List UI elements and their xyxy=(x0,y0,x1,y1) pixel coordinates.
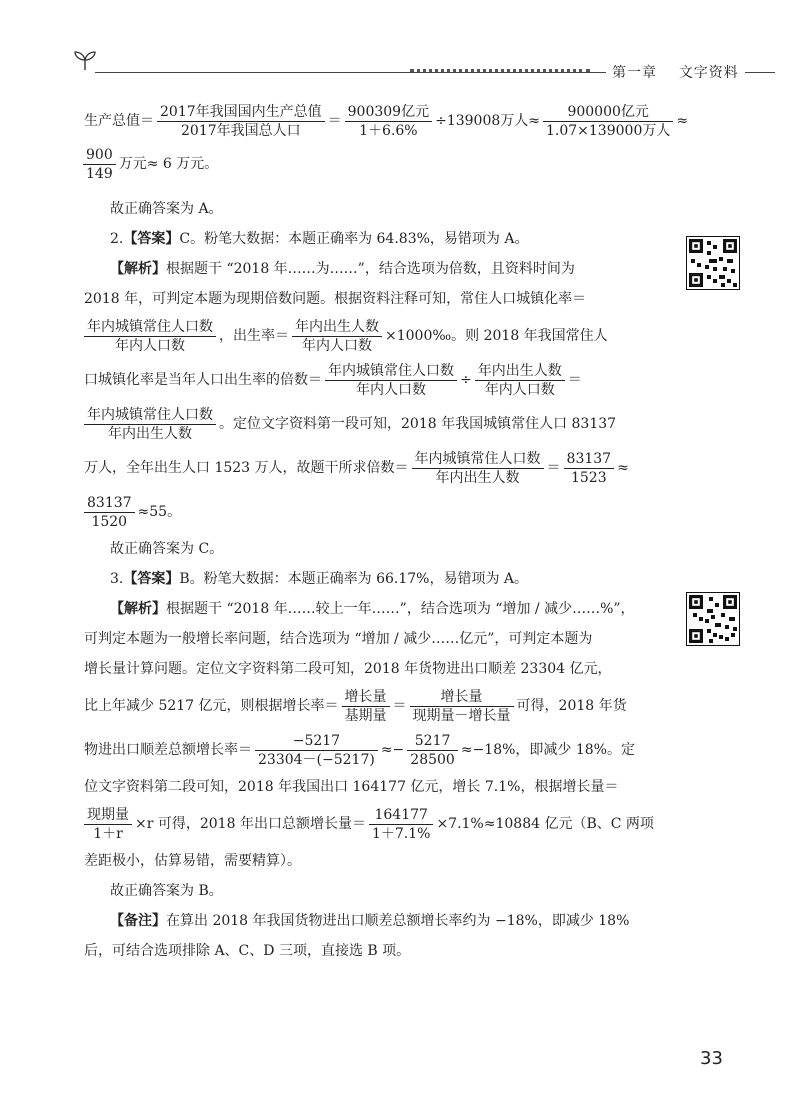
conclusion-q2: 故正确答案为 C。 xyxy=(110,541,224,557)
denominator: 23304－(−5217) xyxy=(258,751,375,768)
header-dotted-rule xyxy=(410,69,590,72)
numerator: 164177 xyxy=(369,806,433,825)
fraction xyxy=(543,103,673,140)
denominator: 年内人口数 xyxy=(115,337,185,354)
question-number: 2. xyxy=(110,231,124,247)
text-run: ＝ xyxy=(392,698,407,714)
q3-analysis-line xyxy=(84,594,662,624)
numerator: 83137 xyxy=(84,494,135,513)
text-run: 。定位文字资料第一段可知，2018 年我国城镇常住人口 83137 xyxy=(219,416,617,432)
numerator: 年内城镇常住人口数 xyxy=(84,406,216,425)
denominator: 年内人口数 xyxy=(484,381,555,398)
fraction xyxy=(407,732,458,769)
denominator: 年内人口数 xyxy=(302,337,372,354)
text-run: ＝ xyxy=(546,460,561,476)
fraction xyxy=(157,103,325,140)
numerator: 年内城镇常住人口数 xyxy=(325,362,457,381)
text-run: 万元≈ 6 万元。 xyxy=(118,156,219,172)
text-run: ≈− xyxy=(380,742,405,758)
denominator: 1520 xyxy=(91,513,128,530)
numerator: 年内城镇常住人口数 xyxy=(84,318,216,337)
formula-line xyxy=(84,402,662,446)
formula-line xyxy=(84,446,662,490)
formula-line xyxy=(80,142,662,186)
numerator: −5217 xyxy=(255,732,378,751)
text-run: 根据题干 “2018 年……为……”，结合选项为倍数，且资料时间为 xyxy=(166,261,575,277)
formula-line xyxy=(84,802,662,846)
answer-explanations xyxy=(84,100,689,966)
formula-line xyxy=(84,314,662,358)
q2-answer xyxy=(84,224,662,254)
question-number: 3. xyxy=(110,571,124,587)
fraction xyxy=(564,450,615,487)
answer-text: B。粉笔大数据：本题正确率为 66.17%，易错项为 A。 xyxy=(179,571,529,587)
text-run: ＝ xyxy=(567,372,582,388)
formula-line xyxy=(84,490,662,534)
denominator: 基期量 xyxy=(344,707,387,724)
fraction xyxy=(475,362,565,399)
denominator: 年内出生人数 xyxy=(108,425,192,442)
text-run: ≈ xyxy=(676,113,689,129)
qr-code-icon xyxy=(686,236,740,290)
formula-line xyxy=(84,684,662,728)
numerator: 900000亿元 xyxy=(543,103,673,122)
numerator: 年内出生人数 xyxy=(292,318,382,337)
chapter-title: 文字资料 xyxy=(678,65,739,81)
numerator: 增长量 xyxy=(342,688,390,707)
fraction xyxy=(84,494,135,531)
numerator: 年内出生人数 xyxy=(475,362,565,381)
numerator: 900 xyxy=(83,146,116,165)
q3-analysis-line: 可判定本题为一般增长率问题，结合选项为 “增加 / 减少……亿元”，可判定本题为 xyxy=(84,631,593,647)
fraction xyxy=(412,450,544,487)
text-run: ≈ xyxy=(617,460,629,476)
note-line: 后，可结合选项排除 A、C、D 三项，直接选 B 项。 xyxy=(84,943,411,959)
denominator: 1523 xyxy=(570,469,607,486)
numerator: 年内城镇常住人口数 xyxy=(412,450,544,469)
numerator: 5217 xyxy=(407,732,458,751)
fraction xyxy=(292,318,382,355)
answer-tag: 【答案】 xyxy=(123,571,180,587)
text-run: 根据题干 “2018 年……较上一年……”，结合选项为 “增加 / 减少……%”， xyxy=(166,601,635,617)
numerator: 2017年我国国内生产总值 xyxy=(157,103,325,122)
fraction xyxy=(83,146,116,183)
numerator: 现期量 xyxy=(84,806,132,825)
answer-text: C。粉笔大数据：本题正确率为 64.83%，易错项为 A。 xyxy=(179,231,529,247)
conclusion-q3: 故正确答案为 B。 xyxy=(110,883,223,899)
note-tag: 【备注】 xyxy=(110,913,166,929)
denominator: 1＋7.1% xyxy=(371,825,431,842)
page-number: 33 xyxy=(700,1048,723,1069)
fraction xyxy=(345,103,432,140)
text-run: ≈55。 xyxy=(137,504,182,520)
text-run: 可得，2018 年货 xyxy=(516,698,627,714)
text-run: ≈−18%，即减少 18%。定 xyxy=(460,742,635,758)
fraction xyxy=(325,362,457,399)
header-rule-tail xyxy=(745,72,775,73)
answer-tag: 【答案】 xyxy=(123,231,180,247)
fraction xyxy=(84,318,216,355)
qr-code-icon xyxy=(686,592,740,646)
q2-analysis-line xyxy=(84,254,662,284)
note-line xyxy=(84,906,662,936)
text-run: ×r 可得，2018 年出口总额增长量＝ xyxy=(135,816,366,832)
numerator: 83137 xyxy=(564,450,615,469)
text-run: ÷ xyxy=(460,372,472,388)
chapter-label: 第一章 xyxy=(612,65,657,81)
denominator: 1＋6.6% xyxy=(359,122,418,139)
q3-answer xyxy=(84,564,662,594)
q3-analysis-line: 增长量计算问题。定位文字资料第二段可知，2018 年货物进出口顺差 23304 亿元， xyxy=(84,661,612,677)
denominator: 年内出生人数 xyxy=(435,469,520,486)
analysis-tag: 【解析】 xyxy=(110,601,166,617)
text-run: 生产总值＝ xyxy=(84,113,154,129)
fraction xyxy=(255,732,378,769)
formula-line xyxy=(84,100,689,142)
numerator: 900309亿元 xyxy=(345,103,432,122)
text-run: 物进出口顺差总额增长率＝ xyxy=(84,742,252,758)
running-header xyxy=(606,62,745,82)
text-run: ＝ xyxy=(327,113,342,129)
q3-analysis-line: 差距极小，估算易错，需要精算）。 xyxy=(84,853,301,869)
sprout-icon xyxy=(72,48,98,74)
fraction xyxy=(84,806,132,843)
denominator: 2017年我国总人口 xyxy=(181,122,301,139)
denominator: 28500 xyxy=(410,751,455,768)
text-run: ，出生率＝ xyxy=(219,328,289,344)
text-run: ÷139008万人≈ xyxy=(435,113,540,129)
conclusion-q1: 故正确答案为 A。 xyxy=(110,201,223,217)
q2-analysis-line: 2018 年，可判定本题为现期倍数问题。根据资料注释可知，常住人口城镇化率＝ xyxy=(84,291,587,307)
denominator: 年内人口数 xyxy=(356,381,426,398)
fraction xyxy=(410,688,514,725)
denominator: 现期量－增长量 xyxy=(412,707,511,724)
formula-line xyxy=(84,358,662,402)
formula-line xyxy=(84,728,662,772)
fraction xyxy=(369,806,433,843)
denominator: 1.07×139000万人 xyxy=(546,122,671,139)
fraction xyxy=(84,406,216,443)
denominator: 149 xyxy=(86,165,113,182)
denominator: 1＋r xyxy=(93,825,123,842)
fraction xyxy=(342,688,390,725)
text-run: 在算出 2018 年我国货物进出口顺差总额增长率约为 −18%，即减少 18% xyxy=(166,913,630,929)
text-run: 比上年减少 5217 亿元，则根据增长率＝ xyxy=(84,698,339,714)
q3-analysis-line: 位文字资料第二段可知，2018 年我国出口 164177 亿元，增长 7.1%，根据增长量＝ xyxy=(84,779,619,795)
analysis-tag: 【解析】 xyxy=(110,261,166,277)
text-run: ×7.1%≈10884 亿元（B、C 两项 xyxy=(436,816,654,832)
text-run: ×1000‰。则 2018 年我国常住人 xyxy=(385,328,608,344)
text-run: 万人，全年出生人口 1523 万人，故题干所求倍数＝ xyxy=(84,460,409,476)
text-run: 口城镇化率是当年人口出生率的倍数＝ xyxy=(84,372,322,388)
numerator: 增长量 xyxy=(410,688,514,707)
